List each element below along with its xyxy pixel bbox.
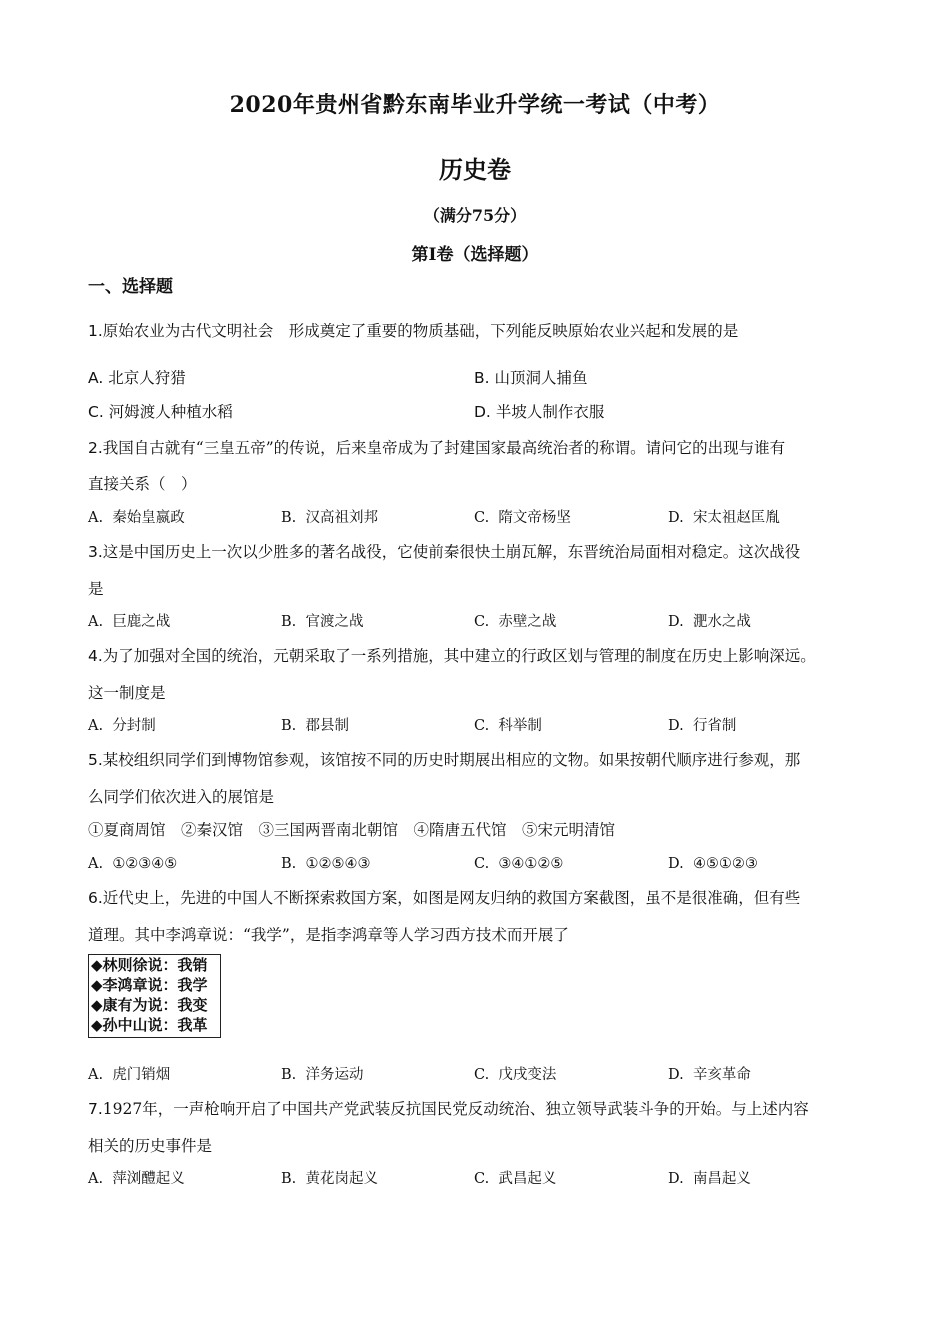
question-5-line-1 [88,749,868,771]
q6-option-d: D. 辛亥革命 [668,1067,751,1083]
question-number: 3. [88,543,103,561]
q2-option-c: C. 隋文帝杨坚 [474,510,571,526]
q1-option-d: D. 半坡人制作衣服 [474,403,605,421]
question-text: 近代史上，先进的中国人不断探索救国方案，如图是网友归纳的救国方案截图，虽不是很准确，但有些 [102,889,801,907]
question-2-line-1 [88,437,868,459]
question-number: 2. [88,439,103,457]
question-7-line-1 [88,1098,868,1120]
section-heading: 一、选择题 [88,277,173,297]
q4-option-a: A. 分封制 [88,718,156,734]
q3-option-c: C. 赤壁之战 [474,614,557,630]
q1-option-b: B. 山顶洞人捕鱼 [474,369,588,387]
question-6-line-2: 道理。其中李鸿章说：“我学”，是指李鸿章等人学习西方技术而开展了 [88,926,569,944]
question-text: 我国自古就有“三皇五帝”的传说，后来皇帝成为了封建国家最高统治者的称谓。请问它的出现与谁有 [102,439,786,457]
q5-option-b: B. ①②⑤④③ [281,856,371,872]
full-score: （满分75分） [423,206,527,225]
question-7-line-2: 相关的历史事件是 [88,1137,213,1155]
q4-option-c: C. 科举制 [474,718,542,734]
q3-option-b: B. 官渡之战 [281,614,364,630]
question-text: 某校组织同学们到博物馆参观，该馆按不同的历史时期展出相应的文物。如果按朝代顺序进行参观，那 [102,751,801,769]
question-3-line-2: 是 [88,580,104,598]
q4-option-d: D. 行省制 [668,718,737,734]
figure-line: ◆林则徐说：我销 [91,956,208,974]
question-4-line-1 [88,645,868,667]
exam-title: 2020年贵州省黔东南毕业升学统一考试（中考） [229,92,721,118]
q7-option-c: C. 武昌起义 [474,1171,557,1187]
question-number: 5. [88,751,103,769]
question-number: 6. [88,889,103,907]
question-4-line-2: 这一制度是 [88,684,166,702]
q4-option-b: B. 郡县制 [281,718,349,734]
q6-option-c: C. 戊戌变法 [474,1067,557,1083]
q2-option-b: B. 汉高祖刘邦 [281,510,378,526]
question-text: 为了加强对全国的统治，元朝采取了一系列措施，其中建立的行政区划与管理的制度在历史上影响深远。 [102,647,816,665]
question-6-line-1 [88,887,868,909]
q5-option-c: C. ③④①②⑤ [474,856,564,872]
q1-option-c: C. 河姆渡人种植水稻 [88,403,233,421]
question-number: 7. [88,1100,103,1118]
question-text: 1927年，一声枪响开启了中国共产党武装反抗国民党反动统治、独立领导武装斗争的开始。与上述内容 [102,1100,809,1118]
question-number: 1. [88,322,103,340]
question-5-line-2: 么同学们依次进入的展馆是 [88,788,275,806]
q2-option-a: A. 秦始皇嬴政 [88,510,185,526]
q6-option-a: A. 虎门销烟 [88,1067,171,1083]
question-text: 这是中国历史上一次以少胜多的著名战役，它使前秦很快土崩瓦解，东晋统治局面相对稳定。这次战役 [102,543,801,561]
q5-option-a: A. ①②③④⑤ [88,856,178,872]
question-3-line-1 [88,541,868,563]
q3-option-d: D. 淝水之战 [668,614,751,630]
figure-line: ◆孙中山说：我革 [91,1016,208,1034]
q7-option-b: B. 黄花岗起义 [281,1171,378,1187]
q5-option-d: D. ④⑤①②③ [668,856,758,872]
question-1-line-1 [88,320,868,342]
q3-option-a: A. 巨鹿之战 [88,614,171,630]
q7-option-d: D. 南昌起义 [668,1171,751,1187]
figure-line: ◆李鸿章说：我学 [91,976,208,994]
question-text: 原始农业为古代文明社会 形成奠定了重要的物质基础，下列能反映原始农业兴起和发展的是 [102,322,739,340]
quote-figure-box [88,954,221,1038]
q2-option-d: D. 宋太祖赵匡胤 [668,510,780,526]
figure-line: ◆康有为说：我变 [91,996,208,1014]
q7-option-a: A. 萍浏醴起义 [88,1171,185,1187]
subject-title: 历史卷 [439,155,511,184]
question-5-line-3: ①夏商周馆 ②秦汉馆 ③三国两晋南北朝馆 ④隋唐五代馆 ⑤宋元明清馆 [88,821,616,839]
q1-option-a: A. 北京人狩猎 [88,369,186,387]
question-number: 4. [88,647,103,665]
question-2-line-2: 直接关系（ ） [88,475,197,493]
q6-option-b: B. 洋务运动 [281,1067,364,1083]
part-title: 第I卷（选择题） [411,245,539,265]
